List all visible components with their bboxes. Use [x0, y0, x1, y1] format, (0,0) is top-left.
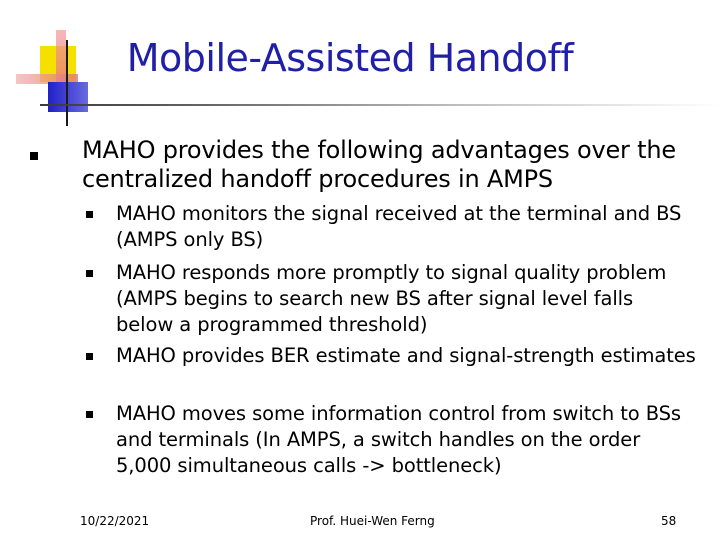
logo-blue-square — [48, 82, 88, 112]
bullet-square-icon — [86, 411, 93, 418]
footer-author: Prof. Huei-Wen Ferng — [310, 514, 435, 528]
sub-bullet-text: MAHO provides BER estimate and signal-strength estimates — [116, 344, 696, 367]
bullet-square-icon — [86, 270, 93, 277]
footer-page-number: 58 — [661, 514, 677, 528]
bullet-square-icon — [30, 152, 38, 160]
sub-bullet-text: MAHO moves some information control from switch to BSs and terminals (In AMPS, a switch handles on the order 5,000 simultaneous calls -> bottleneck) — [116, 402, 681, 477]
bullet-square-icon — [86, 211, 93, 218]
logo-vertical-line — [66, 40, 68, 126]
sub-bullet-text: MAHO responds more promptly to signal quality problem (AMPS begins to search new BS after signal level falls below a programmed threshold) — [116, 261, 667, 336]
sub-bullet-text: MAHO monitors the signal received at the terminal and BS (AMPS only BS) — [116, 202, 682, 251]
footer-date: 10/22/2021 — [80, 514, 150, 528]
slide-title: Mobile-Assisted Handoff — [126, 36, 574, 80]
bullet-square-icon — [86, 353, 93, 360]
title-underline — [40, 104, 720, 106]
main-bullet-text: MAHO provides the following advantages over the centralized handoff procedures in AMPS — [82, 136, 676, 193]
